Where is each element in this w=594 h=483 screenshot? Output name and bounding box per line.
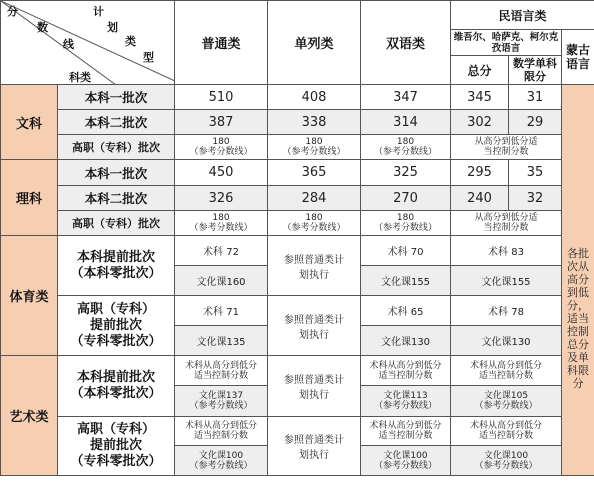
wenke-er-danlie: 338 xyxy=(268,110,361,135)
wenke-er-shuangyu: 314 xyxy=(361,110,451,135)
batch-tiyu-gz: 高职（专科） 提前批次 （专科零批次） xyxy=(58,296,175,356)
wenke-yi-zongfen: 345 xyxy=(451,85,509,110)
tiyu-gz-shuke-shuangyu: 术科 65 xyxy=(361,296,451,326)
like-gaozhi-minyu: 从高分到低分适 当控制分数 xyxy=(451,211,562,236)
tiyu-bk-wenhua-putong: 文化课160 xyxy=(175,266,268,296)
like-er-putong: 326 xyxy=(175,186,268,211)
yishu-gz-shuke-shuangyu: 术科从高分到低分 适当控制分数 xyxy=(361,417,451,446)
batch-yishu-bk: 本科提前批次 （本科零批次） xyxy=(58,356,175,417)
header-zongfen: 总分 xyxy=(451,56,509,85)
tiyu-gz-shuke-putong: 术科 71 xyxy=(175,296,268,326)
like-er-shuxue: 32 xyxy=(509,186,562,211)
tiyu-gz-wenhua-shuangyu: 文化课130 xyxy=(361,326,451,356)
yishu-bk-shuke-minyu: 术科从高分到低分 适当控制分数 xyxy=(451,356,562,386)
tiyu-bk-wenhua-minyu: 文化课155 xyxy=(451,266,562,296)
batch-wenke-yi: 本科一批次 xyxy=(58,85,175,110)
batch-tiyu-bk: 本科提前批次 （本科零批次） xyxy=(58,236,175,296)
tiyu-bk-danlie: 参照普通类计 划执行 xyxy=(268,236,361,296)
yishu-bk-wenhua-putong: 文化课137 （参考分数线） xyxy=(175,386,268,417)
wenke-gaozhi-shuangyu: 180 （参考分数线） xyxy=(361,135,451,160)
wenke-gaozhi-minyu: 从高分到低分适 当控制分数 xyxy=(451,135,562,160)
yishu-gz-wenhua-putong: 文化课100 （参考分数线） xyxy=(175,446,268,476)
tiyu-bk-shuke-minyu: 术科 83 xyxy=(451,236,562,266)
corner-hua: 划 xyxy=(107,21,118,34)
yishu-gz-wenhua-shuangyu: 文化课100 （参考分数线） xyxy=(361,446,451,476)
batch-like-er: 本科二批次 xyxy=(58,186,175,211)
header-shuangyu: 双语类 xyxy=(361,1,451,85)
yishu-gz-shuke-putong: 术科从高分到低分 适当控制分数 xyxy=(175,417,268,446)
header-menggu: 蒙古语言 xyxy=(562,30,594,85)
header-putong: 普通类 xyxy=(175,1,268,85)
yishu-bk-wenhua-shuangyu: 文化课113 （参考分数线） xyxy=(361,386,451,417)
corner-xing: 型 xyxy=(143,51,154,64)
tiyu-bk-wenhua-shuangyu: 文化课155 xyxy=(361,266,451,296)
yishu-gz-shuke-minyu: 术科从高分到低分 适当控制分数 xyxy=(451,417,562,446)
yishu-gz-wenhua-minyu: 文化课100 （参考分数线） xyxy=(451,446,562,476)
header-weiha: 维吾尔、哈萨克、柯尔克孜语言 xyxy=(451,30,562,56)
note-column: 各批 次从 高分 到低 分， 适当 控制 总分 及单 科限 分 xyxy=(562,85,594,476)
batch-like-gaozhi: 高职（专科）批次 xyxy=(58,211,175,236)
corner-shu: 数 xyxy=(37,21,48,34)
tiyu-gz-shuke-minyu: 术科 78 xyxy=(451,296,562,326)
tiyu-bk-shuke-putong: 术科 72 xyxy=(175,236,268,266)
corner-ji: 计 xyxy=(93,5,104,18)
batch-wenke-er: 本科二批次 xyxy=(58,110,175,135)
category-tiyu: 体育类 xyxy=(1,236,58,356)
yishu-bk-shuke-shuangyu: 术科从高分到低分 适当控制分数 xyxy=(361,356,451,386)
header-minyuyan: 民语言类 xyxy=(451,1,594,30)
header-shuxue: 数学单科限分 xyxy=(509,56,562,85)
tiyu-bk-shuke-shuangyu: 术科 70 xyxy=(361,236,451,266)
batch-like-yi: 本科一批次 xyxy=(58,160,175,186)
like-er-danlie: 284 xyxy=(268,186,361,211)
corner-fen: 分 xyxy=(7,5,18,18)
wenke-er-shuxue: 29 xyxy=(509,110,562,135)
like-er-zongfen: 240 xyxy=(451,186,509,211)
like-yi-shuxue: 35 xyxy=(509,160,562,186)
yishu-bk-danlie: 参照普通类计 划执行 xyxy=(268,356,361,417)
wenke-yi-shuxue: 31 xyxy=(509,85,562,110)
corner-lei: 类 xyxy=(125,35,136,48)
like-gaozhi-putong: 180 （参考分数线） xyxy=(175,211,268,236)
like-gaozhi-danlie: 180 （参考分数线） xyxy=(268,211,361,236)
batch-wenke-gaozhi: 高职（专科）批次 xyxy=(58,135,175,160)
category-like: 理科 xyxy=(1,160,58,236)
wenke-yi-putong: 510 xyxy=(175,85,268,110)
header-danlie: 单列类 xyxy=(268,1,361,85)
category-wenke: 文科 xyxy=(1,85,58,160)
like-gaozhi-shuangyu: 180 （参考分数线） xyxy=(361,211,451,236)
batch-yishu-gz: 高职（专科） 提前批次 （专科零批次） xyxy=(58,417,175,476)
like-yi-danlie: 365 xyxy=(268,160,361,186)
like-yi-zongfen: 295 xyxy=(451,160,509,186)
tiyu-gz-wenhua-minyu: 文化课130 xyxy=(451,326,562,356)
wenke-gaozhi-danlie: 180 （参考分数线） xyxy=(268,135,361,160)
yishu-bk-wenhua-minyu: 文化课105 （参考分数线） xyxy=(451,386,562,417)
corner-header xyxy=(1,1,175,85)
wenke-yi-shuangyu: 347 xyxy=(361,85,451,110)
wenke-yi-danlie: 408 xyxy=(268,85,361,110)
tiyu-gz-danlie: 参照普通类计 划执行 xyxy=(268,296,361,356)
wenke-gaozhi-putong: 180 （参考分数线） xyxy=(175,135,268,160)
like-yi-shuangyu: 325 xyxy=(361,160,451,186)
wenke-er-putong: 387 xyxy=(175,110,268,135)
tiyu-gz-wenhua-putong: 文化课135 xyxy=(175,326,268,356)
like-yi-putong: 450 xyxy=(175,160,268,186)
wenke-er-zongfen: 302 xyxy=(451,110,509,135)
corner-kelei: 科类 xyxy=(69,71,91,84)
category-yishu: 艺术类 xyxy=(1,356,58,476)
yishu-bk-shuke-putong: 术科从高分到低分 适当控制分数 xyxy=(175,356,268,386)
corner-xian: 线 xyxy=(63,38,74,51)
yishu-gz-danlie: 参照普通类计 划执行 xyxy=(268,417,361,476)
like-er-shuangyu: 270 xyxy=(361,186,451,211)
